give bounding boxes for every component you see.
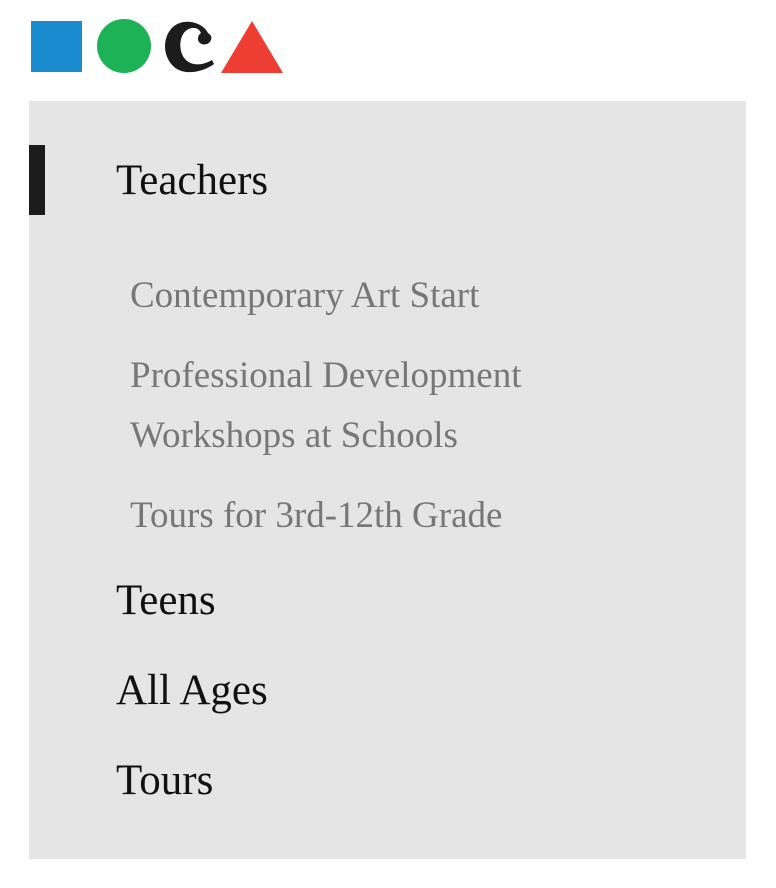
active-indicator — [29, 145, 45, 215]
subnav-item-contemporary-art-start[interactable]: Contemporary Art Start — [130, 275, 480, 316]
logo-triangle-icon — [221, 21, 283, 73]
logo-square-icon — [31, 21, 82, 72]
subnav-item-workshops-at-schools[interactable]: Workshops at Schools — [130, 415, 458, 456]
nav-item-teachers[interactable]: Teachers — [116, 157, 269, 204]
subnav-item-professional-development[interactable]: Professional Development — [130, 355, 522, 396]
logo-circle-icon — [97, 19, 151, 73]
nav-item-teens[interactable]: Teens — [116, 577, 216, 624]
nav-item-tours[interactable]: Tours — [116, 757, 214, 804]
logo-c-icon — [165, 22, 214, 72]
moca-logo — [31, 19, 283, 73]
moca-logo-link[interactable] — [31, 19, 283, 73]
education-sidebar-nav — [29, 101, 746, 859]
nav-item-all-ages[interactable]: All Ages — [116, 667, 268, 714]
subnav-item-tours-3rd-12th[interactable]: Tours for 3rd-12th Grade — [130, 495, 503, 536]
